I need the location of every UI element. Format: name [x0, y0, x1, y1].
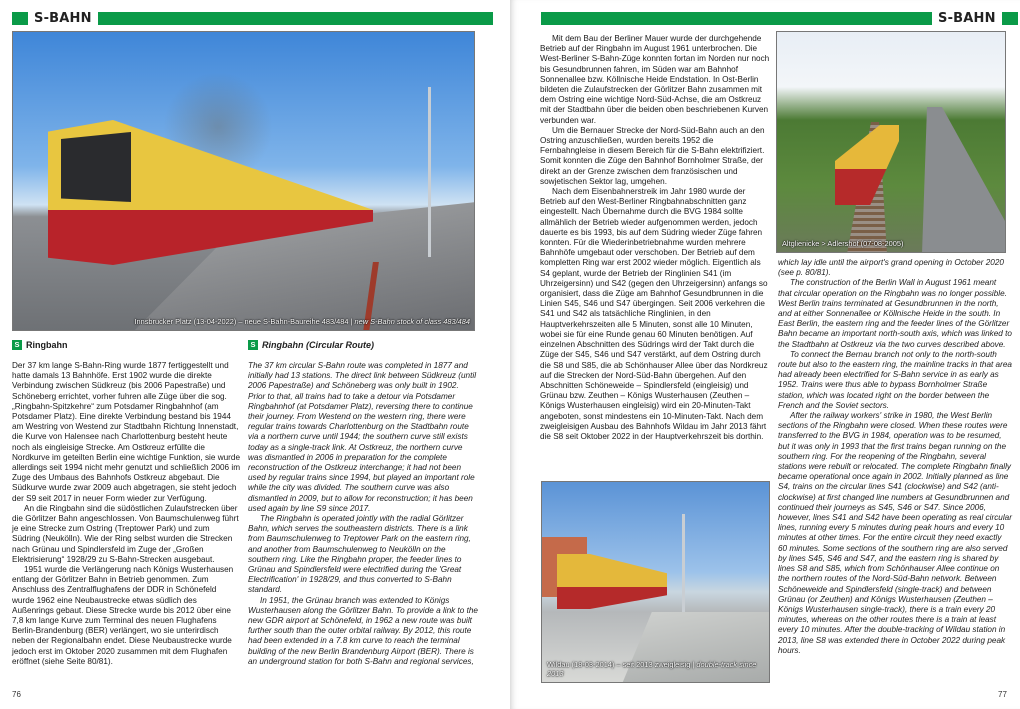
caption-en: double-track since 2013 — [547, 660, 757, 678]
caption-de: Innsbrucker Platz (13-04-2022) – neue S-Bahn-Baureihe 483/484 — [134, 317, 349, 326]
paragraph: An die Ringbahn sind die südöstlichen Zulaufstrecken über die Görlitzer Bahn angeschlossen. Von Baumschulenweg führt je eine Strecke zum Ostring (Treptower Park) und zum Südring (Neukölln). Wie der Ring selbst wurden die Strecken nach Grünau und Spindlersfeld im Zuge der „Großen Elektrisierung“ 1928/29 zu S-Bahn-Strecken ausgebaut. — [12, 503, 239, 564]
english-column — [778, 258, 1012, 656]
s-bahn-train — [557, 554, 667, 609]
photo-caption: Altglienicke > Adlershof (07-08-2005) — [782, 239, 904, 248]
german-subheading — [12, 339, 240, 351]
photo-altglienicke-adlershof — [776, 31, 1006, 253]
german-column — [12, 339, 240, 667]
paragraph: The 37 km circular S-Bahn route was completed in 1877 and initially had 13 stations. The direct link between Südkreuz (until 2006 Papestraße) and Schöneberg was only built in 1902. Prior to that, all trains had to take a detour via Potsdamer Ringbahnhof (at Potsdamer Platz), reversing there to continue their journey. From Westend on the western ring, there were regular trains towards Charlottenburg on the Stadtbahn route via a northern curve until 1944; the southern curve still exists today as a single-track link. At Ostkreuz, the northern curve was dismantled in 2006 in preparation for the complete reconstruction of the Ostkreuz interchange; it had not been used by regular trains since 1994, but played an important role while the city was divided. The southern curve was also dismantled in 2009, but to allow for reconstruction; it has been used again by line S9 since 2017. — [248, 361, 477, 513]
caption-de: Wildau (18-03-2014) – seit 2013 zweigleisig — [547, 660, 691, 669]
photo-caption: Innsbrucker Platz (13-04-2022) – neue S-Bahn-Baureihe 483/484 | new S-Bahn stock of class 483/484 — [134, 317, 470, 326]
section-header — [12, 11, 493, 25]
section-title: S-BAHN — [34, 10, 92, 26]
paragraph: The construction of the Berlin Wall in August 1961 meant that circular operation on the Ringbahn was no longer possible. West Berlin trains terminated at Gesundbrunnen in the north, and at either Sonnenallee or Köllnische Heide in the south. In East Berlin, the eastern ring and the feeder lines of the Görlitzer Bahn became an important north-south axis, which was linked to the Stadtbahn at Ostkreuz via the two curves described above. — [778, 278, 1012, 349]
road — [907, 107, 1006, 253]
heading-text: Ringbahn (Circular Route) — [262, 339, 374, 350]
lamp-post — [428, 87, 431, 257]
header-square — [12, 12, 28, 25]
english-column — [248, 339, 478, 667]
paragraph: The Ringbahn is operated jointly with the radial Görlitzer Bahn, which serves the southeastern districts. There is a link from Baumschulenweg to Treptower Park on the eastern ring, and another from Baumschulenweg to Neukölln on the southern ring. Like the Ringbahn proper, the feeder lines to Grünau and Spindlersfeld were electrified during the 'Great Electrification' in 1928/29, and thus converted to S-Bahn standard. — [248, 514, 471, 595]
train-windshield — [61, 132, 131, 202]
right-page — [510, 0, 1020, 709]
photo-wildau — [541, 481, 770, 683]
lamp-post — [682, 514, 685, 624]
section-header — [541, 11, 1018, 25]
caption-en: new S-Bahn stock of class 483/484 — [354, 317, 470, 326]
s-bahn-train — [835, 125, 899, 205]
paragraph: Der 37 km lange S-Bahn-Ring wurde 1877 fertiggestellt und hatte damals 13 Bahnhöfe. Erst 1902 wurde die direkte Verbindung zwischen Südkreuz (bis 2006 Papestraße) und Schöneberg errichtet, vorher fuhren alle Züge über die sog. „Ringbahn-Spitzkehre“ zum Potsdamer Ringbahnhof (am Potsdamer Platz). Eine direkte Verbindung bestand bis 1944 am Westring von Westend zur Stadtbahn Richtung Innenstadt, die Kurve von Halensee nach Charlottenburg besteht heute noch als eingleisige Strecke. Am Ostkreuz erfüllte die Nordkurve im geteilten Berlin eine wichtige Funktion, sie wurde allerdings seit 1994 nicht mehr genutzt und schließlich 2006 im Zuge des Umbaus des Bahnhofs Ostkreuz abgebaut. Die Südkurve wurde zwar 2009 auch abgetragen, sie steht jedoch der S9 seit 2017 in neuer Form wieder zur Verfügung. — [12, 361, 241, 503]
english-subheading — [248, 339, 478, 351]
header-bar — [98, 12, 493, 25]
paragraph: After the railway workers' strike in 1980, the West Berlin sections of the Ringbahn were closed. When these routes were transferred to the BVG in 1984, operation was to be resumed, but it was only in 1993 that the first trains began running on the southern ring. For the reopening of the Ringbahn, several stations were rebuilt or relocated. The complete Ringbahn finally became operational once again in 2002. Initially planned as line S4, trains on the circular lines S41 (clockwise) and S42 (anti-clockwise) at first changed line numbers at Gesundbrunnen and continued their journeys as S45, S46 or S47. Since 2006, however, lines S41 and S42 have been operating as real circular lines, running every 5 minutes during peak hours and every 10 minutes at other times. For the entire circuit they need exactly 60 minutes. Some sections of the southern ring are also served by lines S45, S46 and S47, and the eastern ring is shared by lines S8 and S85, which from Schönhauser Allee continue on the northern routes of the Nord-Süd-Bahn network. Between Schöneweide and Spindlersfeld (single-track) and between Grünau (or Zeuthen) and Königs Wusterhausen (Zeuthen – Königs Wusterhausen single-track), there is a train every 20 minutes, whereas on the other routes there is a train at least every 10 minutes. After the double-tracking of Wildau station in 2013, line S8 was extended there in October 2022 during peak hours. — [778, 411, 1012, 655]
s-bahn-badge-icon: S — [12, 340, 22, 350]
paragraph: 1951 wurde die Verlängerung nach Königs Wusterhausen entlang der Görlitzer Bahn in Betrieb genommen. Zum Anschluss des Zentralflughafens der DDR in Schönefeld wurde 1962 eine Neubaustrecke etwas südlich des Außenrings gebaut. Diese Strecke wurde bis 2012 über eine 7,8 km lange Kurve zum Terminal des neuen Flughafens Berlin-Brandenburg (BER) verlängert, wo sie unterirdisch neben der Regionalbahn endet. Diese Neubaustrecke wurde jedoch erst im Oktober 2020 zusammen mit dem Flughafen eröffnet (siehe Seite 80/81). — [12, 565, 234, 666]
page-number: 76 — [12, 690, 21, 699]
paragraph: which lay idle until the airport's grand opening in October 2020 (see p. 80/81). — [778, 258, 1004, 278]
paragraph: Um die Bernauer Strecke der Nord-Süd-Bahn auch an den Ostring anzuschließen, wurden bereits 1952 die Fernbahngleise in diesem Bereich für die S-Bahn elektrifiziert. Somit konnten die Züge den Bahnhof Bornholmer Straße, der direkt an der Grenze zwischen dem französischen und sowjetischen Sektor lag, umgehen. — [540, 125, 765, 186]
paragraph: In 1951, the Grünau branch was extended to Königs Wusterhausen along the Görlitzer Bahn. To provide a link to the new GDR airport at Schönefeld, in 1962 a new route was built further south than the outer orbital railway. By 2012, this route had been extended in a 7.8 km curve to reach the terminal building of the new Berlin Brandenburg Airport (BER). There is an underground station for both S-Bahn and regional services, — [248, 595, 478, 666]
photo-caption: Wildau (18-03-2014) – seit 2013 zweigleisig | double-track since 2013 — [547, 660, 757, 678]
photo-innsbrucker-platz — [12, 31, 475, 331]
german-column — [540, 34, 772, 442]
section-title: S-BAHN — [938, 10, 996, 26]
s-bahn-badge-icon: S — [248, 340, 258, 350]
paragraph: Nach dem Eisenbahnerstreik im Jahr 1980 wurde der Betrieb auf den West-Berliner Ringbahnabschnitten ganz eingestellt. Nach Übernahme durch die BVG 1984 sollte allmählich der Betrieb wieder aufgenommen werden, jedoch dauerte es bis 1993, bis auf dem Südring wieder Züge fahren konnten. Für die Wiederinbetriebnahme wurden mehrere Bahnhöfe umgebaut oder verschoben. Der Betrieb auf dem kompletten Ring war erst 2002 wieder möglich. Eigentlich als S4 geplant, wurde der Betrieb der Ringlinien S41 (im Uhrzeigersinn) und S42 (gegen den Uhrzeigersinn) anfangs so organisiert, dass die Züge am Bahnhof Gesundbrunnen in die Linien S45, S46 und S47 übergingen. Seit 2006 verkehren die S41 und S42 als tatsächliche Ringlinien, in den Hauptverkehrszeiten alle 5 Minuten, sonst alle 10 Minuten, wobei sie für eine Runde genau 60 Minuten benötigen. Auf einzelnen Abschnitten des Südrings wird der Takt durch die Züge der S45, S46 und S47 verstärkt, auf dem Ostring durch die S8 und S85, die ab Schönhauser Allee über das Nordkreuz auf die Strecken der Nord-Süd-Bahn übergehen. Auf den Abschnitten Schöneweide – Spindlersfeld (eingleisig) und Grünau bzw. Zeuthen – Königs Wusterhausen (Zeuthen – Königs Wusterhausen eingleisig) wird ein 20-Minuten-Takt angeboten, sonst mindestens ein 10-Minuten-Takt. Nach dem zweigleisigen Ausbau des Bahnhofs Wildau im Jahr 2013 fährt die S8 seit Oktober 2022 in der Hauptverkehrszeit bis dorthin. — [540, 187, 768, 441]
header-bar — [541, 12, 932, 25]
paragraph: To connect the Bernau branch not only to the north-south route but also to the eastern ring, the mainline tracks in that area had already been electrified for S-Bahn service in as early as 1952. Trains were thus able to bypass Bornholmer Straße station, which was located right on the border between the French and the Soviet sectors. — [778, 349, 1012, 410]
page-number: 77 — [998, 690, 1007, 699]
paragraph: Mit dem Bau der Berliner Mauer wurde der durchgehende Betrieb auf der Ringbahn im August 1961 unterbrochen. Die West-Berliner S-Bahn-Züge konnten fortan im Norden nur noch bis Gesundbrunnen fahren, im Süden war am Bahnhof Sonnenallee bzw. Köllnische Heide Endstation. In Ost-Berlin bildeten die Zulaufstrecken der Görlitzer Bahn zusammen mit dem Ostring eine wichtige Nord-Süd-Achse, die am Ostkreuz mit der Stadtbahn über die beiden oben beschriebenen Kurven verbunden war. — [540, 34, 770, 125]
heading-text: Ringbahn — [26, 339, 68, 350]
header-square — [1002, 12, 1018, 25]
